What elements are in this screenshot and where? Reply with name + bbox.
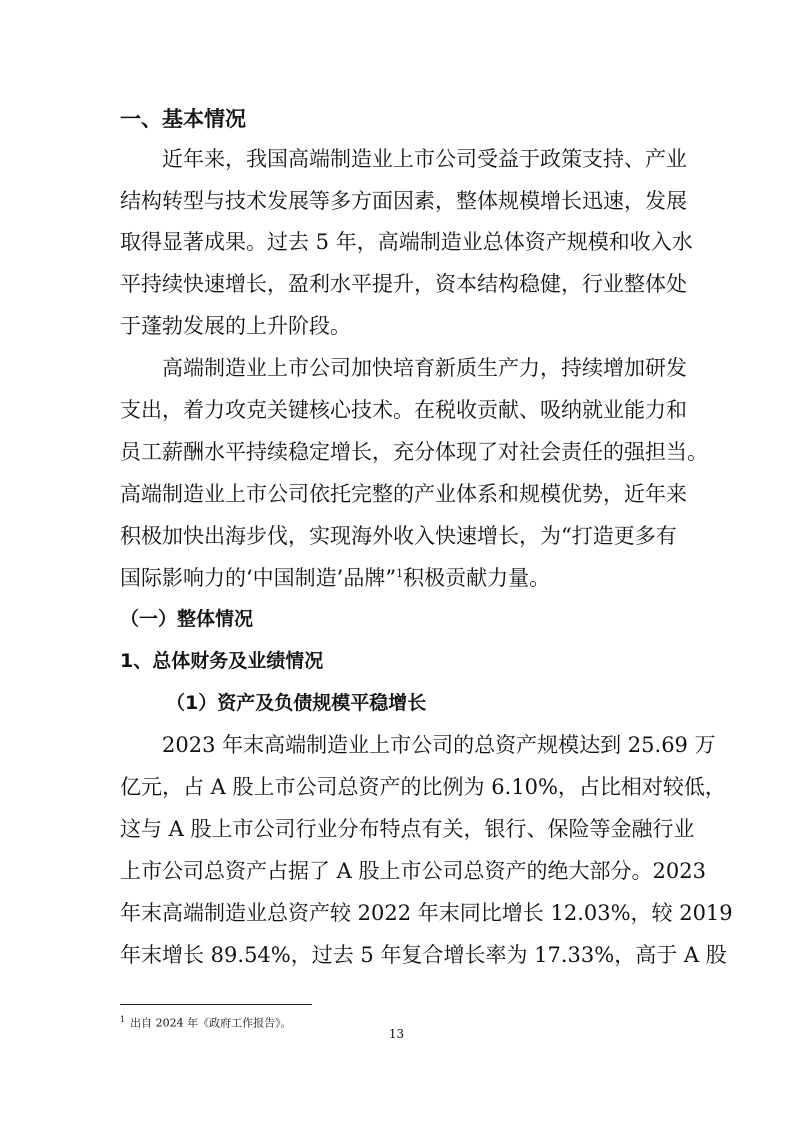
paragraph-line: 员工薪酬水平持续稳定增长，充分体现了对社会责任的强担当。 <box>120 440 708 464</box>
paragraph-line: 取得显著成果。过去 5 年，高端制造业总体资产规模和收入水 <box>120 230 693 254</box>
sub-subsection-title: 1、总体财务及业绩情况 <box>120 650 324 672</box>
paragraph-line: 年末高端制造业总资产较 2022 年末同比增长 12.03%，较 2019 <box>120 901 733 925</box>
paragraph-line: 高端制造业上市公司依托完整的产业体系和规模优势，近年来 <box>120 482 687 506</box>
footnote-reference[interactable]: 1 <box>396 567 404 580</box>
paragraph-line: 年末增长 89.54%，过去 5 年复合增长率为 17.33%，高于 A 股 <box>120 943 727 967</box>
item-title: （1）资产及负债规模平稳增长 <box>166 692 427 714</box>
page-number: 13 <box>388 1027 405 1041</box>
quoted-text: 国际影响力的‘中国制造’品牌” <box>120 566 397 590</box>
paragraph-line: 上市公司总资产占据了 A 股上市公司总资产的绝大部分。2023 <box>120 859 706 883</box>
line-tail: 积极贡献力量。 <box>403 566 551 590</box>
paragraph-line <box>120 563 550 593</box>
paragraph-line: 这与 A 股上市公司行业分布特点有关，银行、保险等金融行业 <box>120 817 695 841</box>
paragraph-line: 近年来，我国高端制造业上市公司受益于政策支持、产业 <box>162 147 687 171</box>
paragraph-line: 2023 年末高端制造业上市公司的总资产规模达到 25.69 万 <box>162 733 716 757</box>
paragraph-line: 高端制造业上市公司加快培育新质生产力，持续增加研发 <box>162 356 687 380</box>
paragraph-line: 结构转型与技术发展等多方面因素，整体规模增长迅速，发展 <box>120 189 687 213</box>
section-title: 一、基本情况 <box>120 107 246 131</box>
paragraph-line: 平持续快速增长，盈利水平提升，资本结构稳健，行业整体处 <box>120 272 687 296</box>
footnote-mark: 1 <box>120 1015 126 1024</box>
paragraph-line: 亿元，占 A 股上市公司总资产的比例为 6.10%，占比相对较低， <box>120 775 726 799</box>
paragraph-line: 于蓬勃发展的上升阶段。 <box>120 314 351 338</box>
footnote-divider <box>120 1004 312 1005</box>
subsection-title: （一）整体情况 <box>120 608 254 630</box>
paragraph-line: 积极加快出海步伐，实现海外收入快速增长，为“打造更多有 <box>120 524 677 548</box>
footnote-text: 出自 2024 年《政府工作报告》。 <box>130 1016 292 1030</box>
paragraph-line: 支出，着力攻克关键核心技术。在税收贡献、吸纳就业能力和 <box>120 398 687 422</box>
